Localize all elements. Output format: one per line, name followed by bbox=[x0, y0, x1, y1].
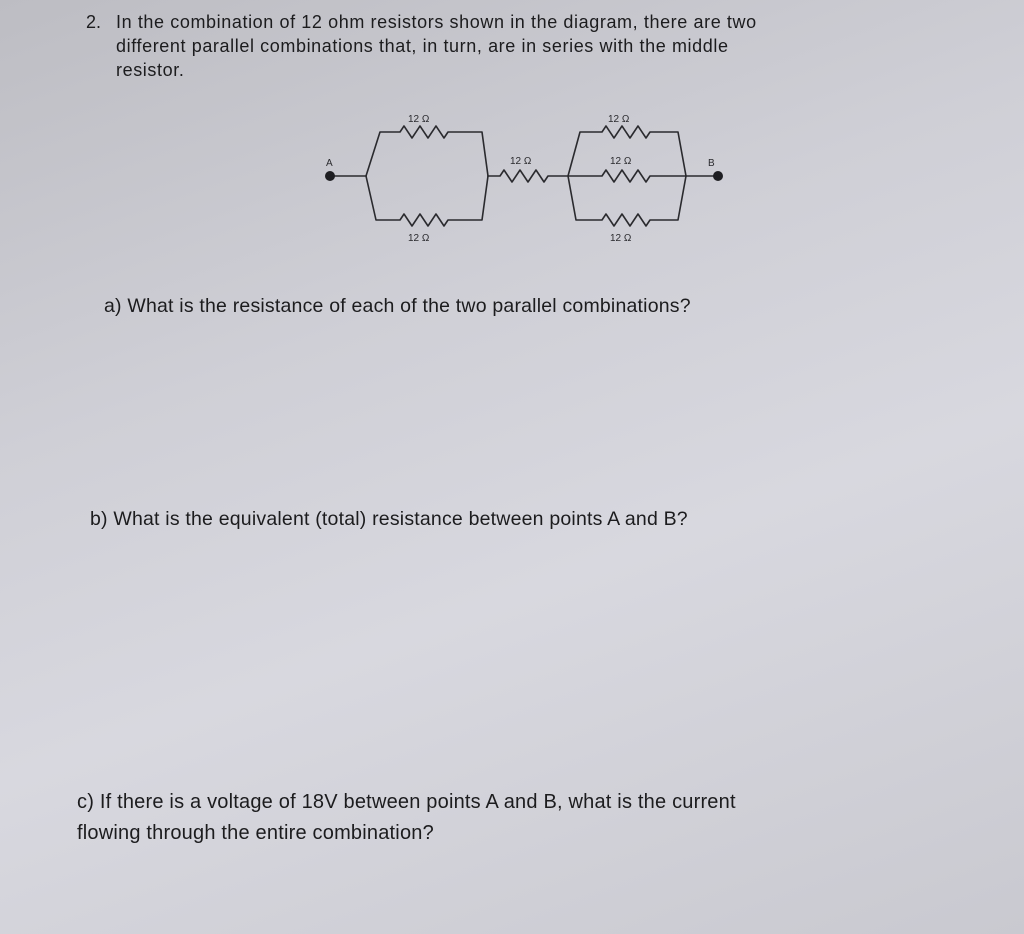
resistor-label-left-top: 12 Ω bbox=[408, 114, 430, 125]
part-b-question: b) What is the equivalent (total) resistance between points A and B? bbox=[90, 508, 688, 530]
node-b-label: B bbox=[708, 158, 715, 169]
node-a-label: A bbox=[326, 158, 333, 169]
resistor-label-right-middle: 12 Ω bbox=[610, 156, 632, 167]
resistor-label-right-top: 12 Ω bbox=[608, 114, 630, 125]
resistor-label-middle: 12 Ω bbox=[510, 156, 532, 167]
resistor-label-left-bottom: 12 Ω bbox=[408, 233, 430, 244]
wire-left-bottom bbox=[366, 176, 488, 226]
question-text-line-2: different parallel combinations that, in turn, are in series with the middle bbox=[116, 36, 729, 56]
question-number: 2. bbox=[86, 12, 102, 32]
wire-middle bbox=[488, 170, 568, 182]
resistor-label-right-bottom: 12 Ω bbox=[610, 233, 632, 244]
node-b-dot bbox=[713, 171, 723, 181]
wire-right-top bbox=[568, 126, 686, 176]
wire-right-middle bbox=[568, 170, 686, 182]
wire-left-top bbox=[366, 126, 488, 176]
node-a-dot bbox=[325, 171, 335, 181]
part-c-question-line-1: c) If there is a voltage of 18V between points A and B, what is the current bbox=[77, 791, 736, 813]
part-c-question-line-2: flowing through the entire combination? bbox=[77, 822, 434, 844]
part-a-question: a) What is the resistance of each of the two parallel combinations? bbox=[104, 295, 691, 317]
circuit-diagram bbox=[300, 96, 740, 256]
wire-right-bottom bbox=[568, 176, 686, 226]
question-text-line-3: resistor. bbox=[116, 60, 185, 80]
question-text-line-1: In the combination of 12 ohm resistors shown in the diagram, there are two bbox=[116, 12, 757, 32]
